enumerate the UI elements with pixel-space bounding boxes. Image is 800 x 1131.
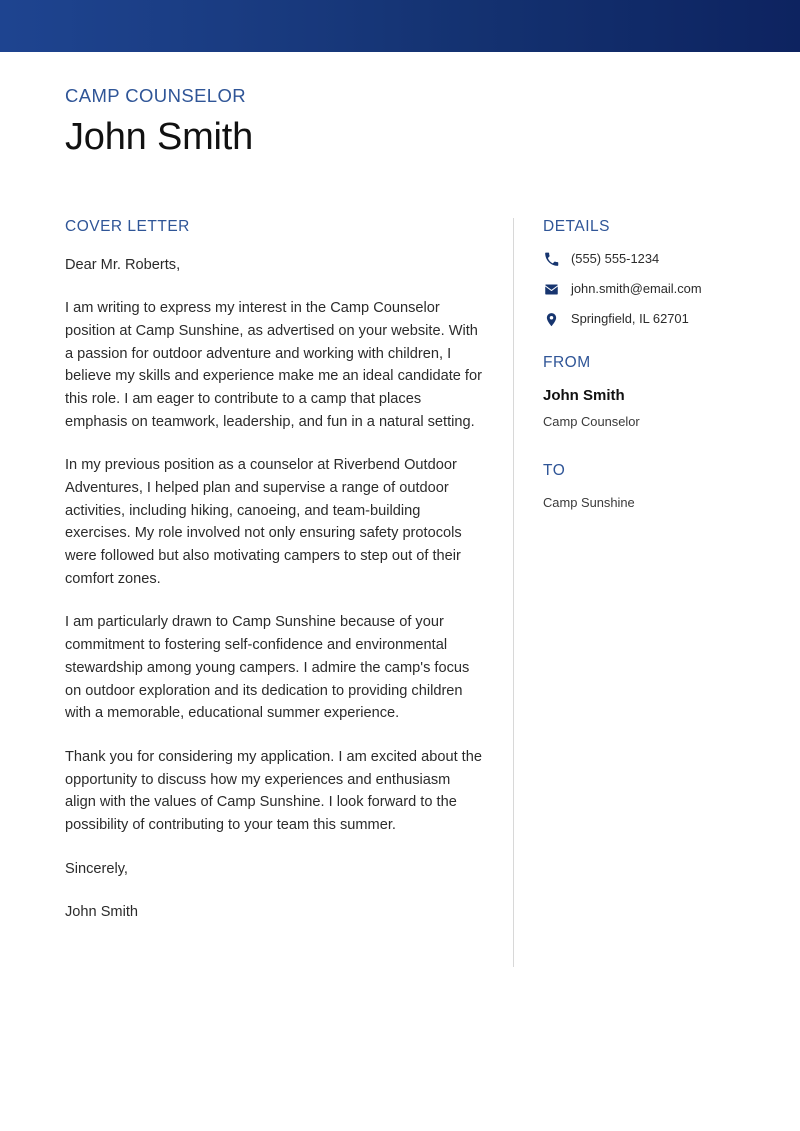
phone-value: (555) 555-1234 <box>571 250 660 266</box>
to-heading: TO <box>543 462 566 480</box>
sender-title: Camp Counselor <box>543 413 640 429</box>
signature-name: John Smith <box>65 904 139 921</box>
applicant-name: John Smith <box>65 116 254 159</box>
letter-paragraph: I am writing to express my interest in the Camp Counselor position at Camp Sunshine, as advertised on your website. With a passion for outdoor adventure and working with children, I believe my skills and experience make me an ideal candidate for this role. I am eager to contribute to a camp that places emphasis on teamwork, leadership, and fun in a natural setting. <box>65 300 482 430</box>
letter-paragraph: In my previous position as a counselor at Riverbend Outdoor Adventures, I helped plan and supervise a range of outdoor activities, including hiking, canoeing, and team-building exercises. My role involved not only ensuring safety protocols were followed but also motivating campers to step out of their comfort zones. <box>65 457 462 587</box>
detail-row-phone[interactable] <box>543 251 758 268</box>
location-pin-icon <box>543 311 560 328</box>
email-icon <box>543 281 560 298</box>
email-value: john.smith@email.com <box>571 280 702 296</box>
sender-name: John Smith <box>543 387 625 405</box>
closing-line: Sincerely, <box>65 860 128 877</box>
letter-paragraph: Thank you for considering my application. I am excited about the opportunity to discuss how my experiences and enthusiasm align with the values of Camp Sunshine. I look forward to the possibility of contributing to your team this summer. <box>65 748 482 833</box>
letter-paragraph: I am particularly drawn to Camp Sunshine because of your commitment to fostering self-confidence and environmental stewardship among young campers. I admire the camp's focus on outdoor exploration and its dedication to providing children with a memorable, educational summer experience. <box>65 614 470 722</box>
salutation: Dear Mr. Roberts, <box>65 256 181 273</box>
from-heading: FROM <box>543 353 591 371</box>
role-title: CAMP COUNSELOR <box>65 85 247 106</box>
detail-row-email[interactable] <box>543 281 758 298</box>
details-section <box>543 218 758 328</box>
column-divider <box>513 218 514 967</box>
identity-block <box>65 84 665 161</box>
location-value: Springfield, IL 62701 <box>571 310 689 326</box>
cover-letter-heading: COVER LETTER <box>65 218 190 235</box>
from-section <box>543 354 758 431</box>
details-heading: DETAILS <box>543 218 610 235</box>
to-section <box>543 462 758 511</box>
sidebar-column <box>543 218 758 512</box>
phone-icon <box>543 251 560 268</box>
header-banner <box>0 0 800 52</box>
detail-row-location[interactable] <box>543 311 758 328</box>
recipient-organization: Camp Sunshine <box>543 495 635 511</box>
cover-letter-column <box>65 218 483 924</box>
